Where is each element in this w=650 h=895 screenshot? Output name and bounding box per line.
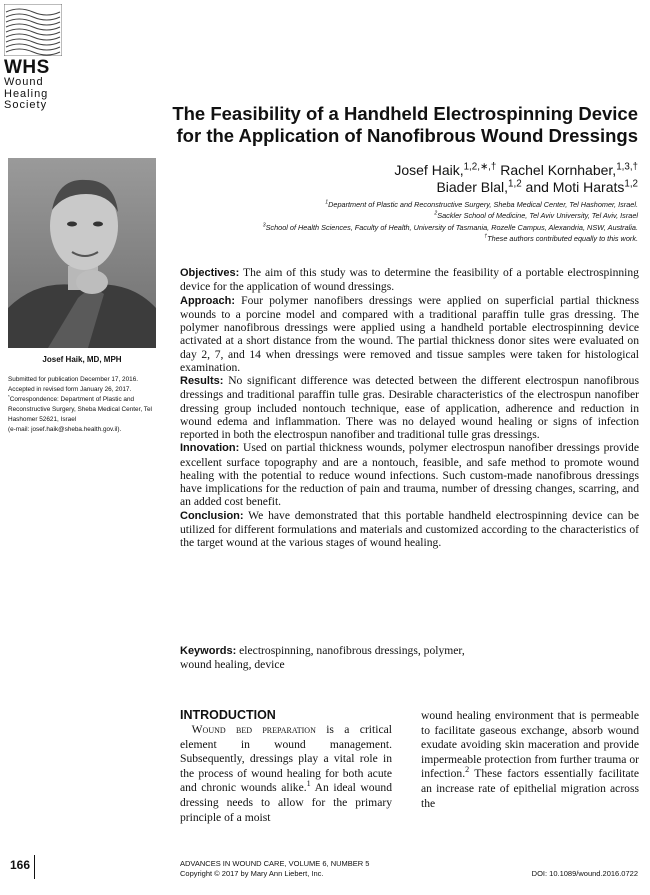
results-label: Results: — [180, 375, 224, 387]
intro-text-3: wound healing environment that is permeable to facilitate gaseous exchange, absorb wound exudate avoiding skin maceration and provide impermeable protection from further trauma or infection. — [421, 709, 639, 781]
abstract-conclusion — [180, 509, 639, 550]
affiliation-text: School of Health Sciences, Faculty of Health, University of Tasmania, Rozelle Campus, Alexandria, NSW, Australia. — [265, 222, 638, 232]
abstract-results — [180, 374, 639, 441]
page-number: 166 — [10, 858, 31, 872]
submission-dates: Submitted for publication December 17, 2016. Accepted in revised form January 26, 2017. — [8, 376, 139, 393]
author-line-2 — [394, 179, 638, 196]
affiliation — [263, 222, 638, 233]
wave-emblem-icon — [4, 4, 62, 56]
conclusion-label: Conclusion: — [180, 509, 244, 522]
affiliation-mark: 3 — [262, 222, 266, 229]
innovation-label: Innovation: — [180, 442, 240, 455]
keywords-text-2: wound healing, device — [180, 658, 285, 672]
affiliation — [263, 210, 638, 221]
reference-mark: 2 — [465, 765, 470, 775]
affiliation-text: Department of Plastic and Reconstructive Surgery, Sheba Medical Center, Tel Hashomer, Israel. — [328, 200, 638, 209]
journal-info — [180, 859, 369, 879]
correspondence-address: Correspondence: Department of Plastic and Reconstructive Surgery, Sheba Medical Center, Tel Hashomer 52621, Israel — [8, 396, 152, 423]
submission-notes — [8, 375, 158, 435]
society-logo — [4, 4, 62, 112]
doi: DOI: 10.1089/wound.2016.0722 — [531, 869, 638, 878]
article-title — [160, 103, 638, 147]
correspondence-note — [8, 395, 158, 425]
objectives-label: Objectives: — [180, 267, 240, 279]
affiliation-text: These authors contributed equally to this work. — [487, 234, 638, 244]
abstract-innovation — [180, 441, 639, 508]
photo-caption: Josef Haik, MD, MPH — [42, 355, 122, 364]
footer-divider — [34, 855, 35, 879]
author-name: Biader Blal, — [436, 179, 509, 195]
keywords — [180, 644, 639, 672]
approach-text: Four polymer nanofibers dressings were applied on superficial partial thickness wounds to a porcine model and compared with a traditional paraffin tulle gras dressing. The polymer nanofibrous dressings were applied using a handheld portable electrospinning device activated at a short distance from the wound. The partial thickness donor sites were evaluated on day 2, 7, and 14 when dressings were removed and tissue samples were taken for histological examination. — [180, 293, 639, 374]
author-name: Rachel Kornhaber, — [496, 162, 617, 178]
body-column-2 — [421, 709, 639, 811]
abstract-approach — [180, 294, 639, 375]
correspondence-mark: * — [8, 393, 10, 399]
conclusion-text: We have demonstrated that this portable handheld electrospinning device can be utilized for different formulations and materials and customized according to the characteristics of the target wound at the various stages of wound healing. — [180, 508, 639, 549]
affiliation-list — [263, 199, 638, 245]
author-name: Josef Haik, — [394, 162, 464, 178]
affiliation — [263, 233, 638, 244]
correspondence-email: (e-mail: josef.haik@sheba.health.gov.il). — [8, 426, 122, 433]
keywords-text-1: electrospinning, nanofibrous dressings, polymer, — [239, 644, 465, 657]
author-name: and Moti Harats — [521, 179, 625, 195]
affiliation — [263, 199, 638, 210]
reference-mark: 1 — [306, 779, 311, 789]
innovation-text: Used on partial thickness wounds, polymer electrospun nanofiber dressings provide excellent surface topography and are a nontouch, feasible, and safe method to promote wound healing with the potential to reduce wound infections. Such custom-made nanofibrous dressings have implications for the reduction of pain and trauma, number of dressing changes, scarring, and an added cost benefit. — [180, 441, 639, 509]
approach-label: Approach: — [180, 294, 235, 307]
keywords-line-1 — [180, 644, 639, 658]
intro-text-2: An ideal wound dressing needs to allow for the primary principle of a moist — [180, 781, 392, 824]
author-list — [394, 162, 638, 196]
body-column-1 — [180, 723, 392, 825]
author-affiliation-marks: 1,2 — [624, 178, 638, 190]
logo-line-2: Healing — [4, 87, 49, 100]
author-affiliation-marks: 1,2,∗,† — [463, 161, 497, 173]
abstract-objectives — [180, 266, 639, 294]
section-heading-introduction: INTRODUCTION — [180, 708, 276, 722]
author-portrait-icon — [8, 158, 156, 348]
affiliation-mark: 1 — [325, 199, 329, 206]
intro-lead-phrase: Wound bed preparation — [191, 723, 316, 736]
logo-line-3: Society — [4, 99, 48, 111]
objectives-text: The aim of this study was to determine the feasibility of a portable electrospinning device for the application of wound dressings. — [180, 266, 639, 294]
title-line-2: for the Application of Nanofibrous Wound Dressings — [176, 125, 638, 146]
author-affiliation-marks: 1,3,† — [616, 161, 638, 173]
copyright: Copyright © 2017 by Mary Ann Liebert, Inc. — [180, 869, 324, 878]
author-photo — [8, 158, 156, 348]
journal-name: ADVANCES IN WOUND CARE, VOLUME 6, NUMBER 5 — [180, 859, 370, 868]
author-line-1 — [394, 162, 638, 179]
affiliation-mark: 2 — [434, 210, 438, 217]
logo-acronym: WHS — [4, 57, 50, 78]
intro-text-4: These factors essentially facilitate an increase rate of epithelial migration across the — [421, 767, 639, 810]
logo-line-1: Wound — [4, 76, 44, 88]
keywords-label: Keywords: — [180, 645, 237, 657]
affiliation-mark: † — [484, 233, 488, 240]
author-affiliation-marks: 1,2 — [508, 178, 522, 190]
title-line-1: The Feasibility of a Handheld Electrospinning Device — [172, 103, 638, 124]
affiliation-text: Sackler School of Medicine, Tel Aviv University, Tel Aviv, Israel — [437, 211, 638, 221]
abstract — [180, 266, 639, 549]
results-text: No significant difference was detected between the different electrospun nanofibrous dressings and traditional paraffin tulle gras. Desirable characteristics of the electrospun nanofiber dressing group included nontouch technique, ease of application, adherence and reduction in wound edema and inflammation. There was no delayed wound healing or signs of infection reported in both the electrospun nanofiber and traditional tulle gras dressings. — [180, 374, 639, 441]
intro-text-1: is a critical element in wound management. Subsequently, dressings play a vital role in the process of wound healing for both acute and chronic wounds alike. — [180, 723, 392, 795]
